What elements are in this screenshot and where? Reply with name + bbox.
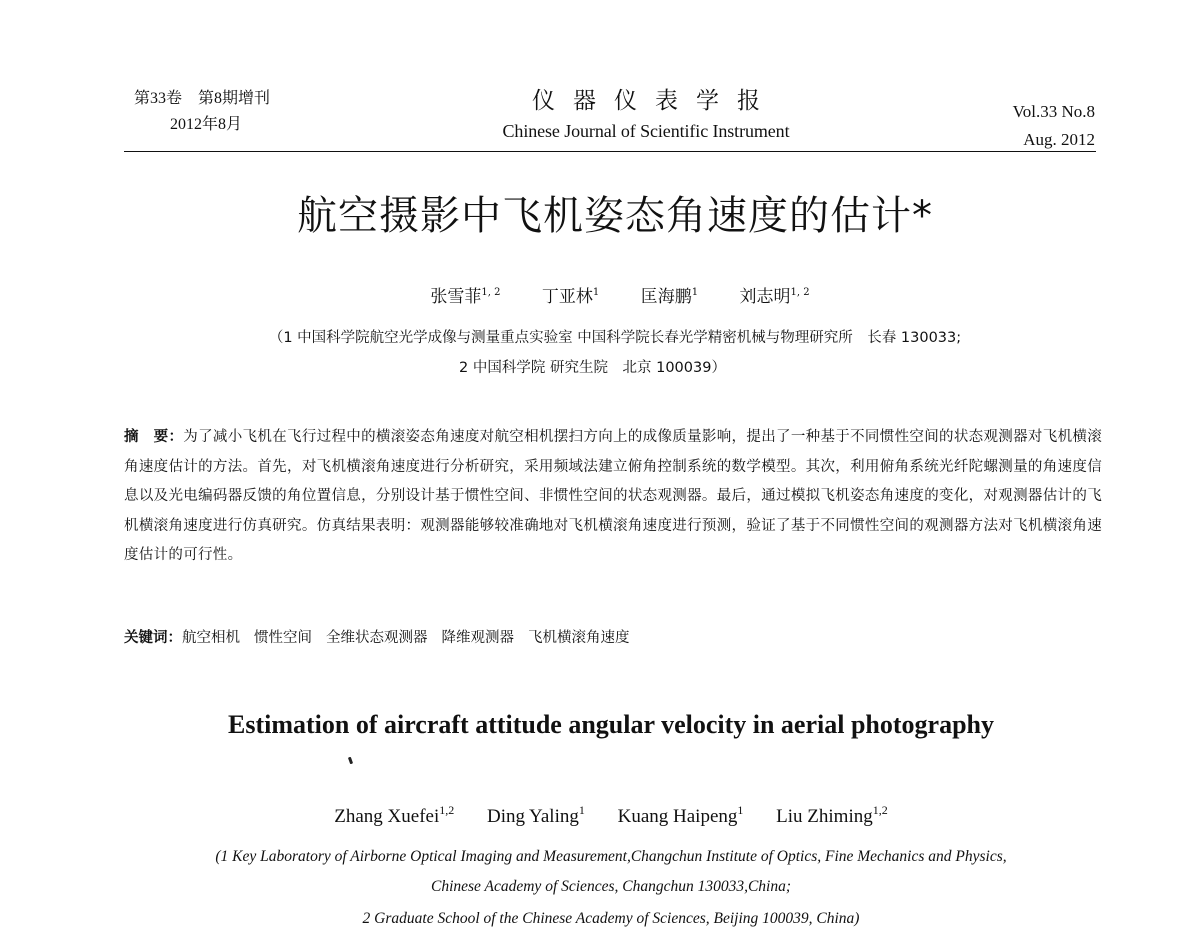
- journal-name-cn: 仪器仪表学报: [532, 88, 778, 114]
- header-right: [1013, 98, 1095, 154]
- author-en: Kuang Haipeng$^1$: [617, 803, 744, 827]
- journal-title: [476, 84, 816, 144]
- keyword: 航空相机: [182, 630, 240, 646]
- date-en: Aug. 2012: [1023, 130, 1095, 149]
- volume-issue-cn: 第33卷 第8期增刊: [134, 90, 271, 107]
- date-cn: 2012年8月: [170, 116, 243, 133]
- journal-name-en: Chinese Journal of Scientific Instrument: [502, 121, 790, 141]
- keywords-label: 关键词：: [124, 630, 182, 646]
- keywords-cn: [124, 626, 1102, 650]
- paper-title-cn: 航空摄影中飞机姿态角速度的估计*: [297, 193, 933, 239]
- affiliation-en-1: (1 Key Laboratory of Airborne Optical Imaging and Measurement,Changchun Institute of Optics, Fine Mechanics and Physics,: [215, 848, 1007, 865]
- abstract-text: 为了减小飞机在飞行过程中的横滚姿态角速度对航空相机摆扫方向上的成像质量影响，提出了一种基于不同惯性空间的状态观测器对飞机横滚角速度估计的方法。首先，对飞机横滚角速度进行分析研究，采用频域法建立俯角控制系统的数学模型。其次，利用俯角系统光纤陀螺测量的角速度信息以及光电编码器反馈的角位置信息，分别设计基于惯性空间、非惯性空间的状态观测器。最后，通过模拟飞机姿态角速度的变化，对观测器估计的飞机横滚角速度进行仿真研究。仿真结果表明：观测器能够较准确地对飞机横滚角速度进行预测，验证了基于不同惯性空间的观测器方法对飞机横滚角速度估计的可行性。: [124, 429, 1103, 563]
- affiliation-cn-1: （1 中国科学院航空光学成像与测量重点实验室 中国科学院长春光学精密机械与物理研究所 长春 130033;: [268, 330, 962, 346]
- abstract-label: 摘 要：: [124, 429, 184, 445]
- author-cn: 张雪菲$^{1, 2}$: [430, 287, 501, 307]
- author-cn: 匡海鹏$^1$: [640, 287, 699, 307]
- keyword: 飞机横滚角速度: [528, 630, 630, 646]
- abstract-cn: [124, 423, 1102, 571]
- affiliation-en-2: Chinese Academy of Sciences, Changchun 130033,China;: [430, 878, 792, 895]
- author-en: Ding Yaling$^1$: [487, 803, 585, 827]
- author-en: Liu Zhiming$^{1,2}$: [776, 803, 888, 827]
- scan-speck: [348, 757, 353, 765]
- keyword: 惯性空间: [254, 630, 312, 646]
- author-list-en: [0, 803, 1200, 828]
- keyword: 全维状态观测器: [326, 630, 428, 646]
- volume-issue-en: Vol.33 No.8: [1012, 102, 1095, 121]
- paper-title-en: Estimation of aircraft attitude angular velocity in aerial photography: [228, 710, 994, 739]
- affiliation-en-3: 2 Graduate School of the Chinese Academy of Sciences, Beijing 100039, China): [362, 910, 860, 927]
- keyword: 降维观测器: [441, 630, 514, 646]
- author-cn: 丁亚林$^1$: [541, 287, 600, 307]
- author-cn: 刘志明$^{1, 2}$: [739, 287, 810, 307]
- header-rule: [124, 151, 1096, 152]
- author-list-cn: [0, 282, 1200, 307]
- affiliation-cn-2: 2 中国科学院 研究生院 北京 100039）: [459, 360, 726, 376]
- header-left: [134, 86, 270, 138]
- author-en: Zhang Xuefei$^{1,2}$: [334, 803, 455, 827]
